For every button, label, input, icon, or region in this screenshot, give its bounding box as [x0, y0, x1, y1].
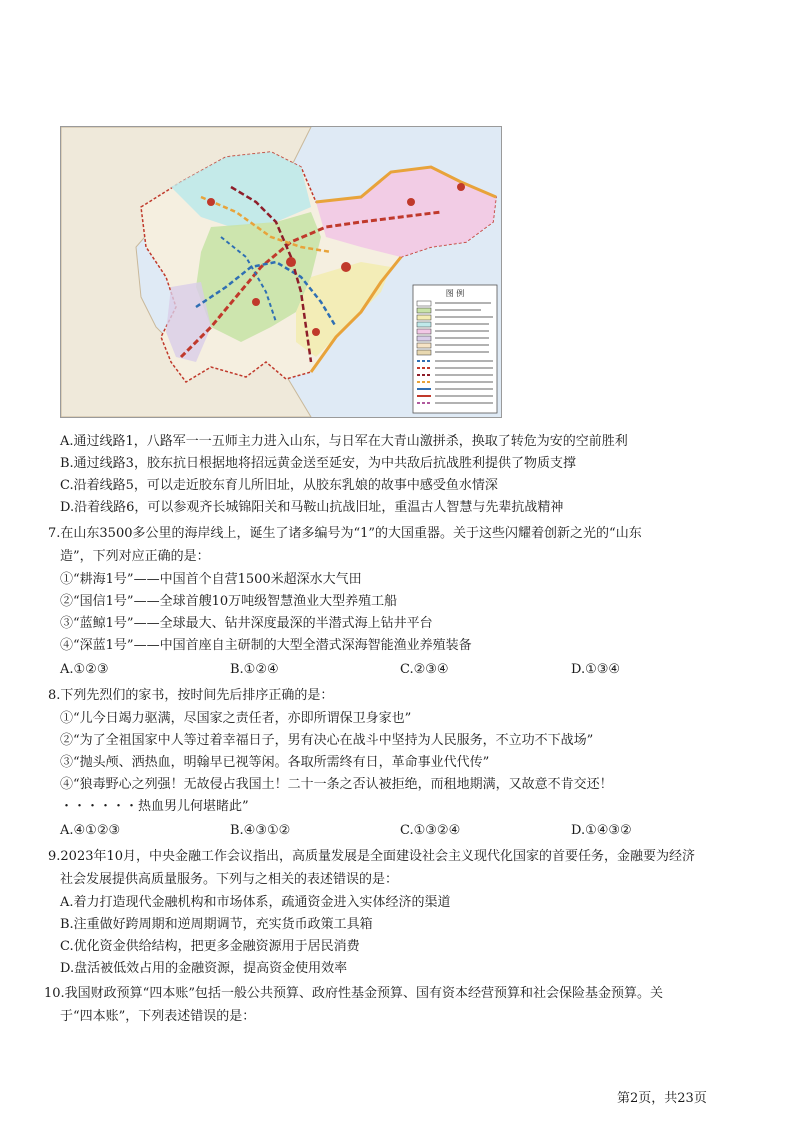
q7-stem-line2: 造”，下列对应正确的是： [60, 549, 210, 564]
q8-stem: 8.下列先烈们的家书，按时间先后排序正确的是： [48, 688, 334, 703]
city-dot [341, 262, 351, 272]
q6-option-d: D.沿着线路6，可以参观齐长城锦阳关和马鞍山抗战旧址，重温古人智慧与先辈抗战精神 [60, 500, 564, 515]
city-dot [457, 183, 465, 191]
q8-option-b: B.④③①② [230, 823, 291, 838]
q7-item-1: ①“耕海1号”——中国首个自营1500米超深水大气田 [60, 572, 362, 587]
q10-stem-line1: 10.我国财政预算“四本账”包括一般公共预算、政府性基金预算、国有资本经营预算和社会保险基金预算。关 [44, 986, 663, 1001]
q8-item-2: ②“为了全祖国家中人等过着幸福日子，男有决心在战斗中坚持为人民服务，不立功不下战场” [60, 733, 594, 748]
city-dot [207, 198, 215, 206]
city-dot [286, 257, 296, 267]
page-number: 第2页，共23页 [617, 1091, 707, 1106]
legend-title: 图 例 [445, 289, 465, 298]
q8-item-1: ①“儿今日竭力驱满，尽国家之责任者，亦即所谓保卫身家也” [60, 711, 412, 726]
map-graphic [61, 127, 501, 417]
q9-stem-line1: 9.2023年10月，中央金融工作会议指出，高质量发展是全面建设社会主义现代化国家的首要任务，金融要为经济 [48, 849, 696, 864]
q7-item-3: ③“蓝鲸1号”——全球最大、钻井深度最深的半潜式海上钻井平台 [60, 616, 433, 631]
q7-option-a: A.①②③ [60, 662, 109, 677]
q8-item-4: ④“狼毒野心之列强！无故侵占我国土！二十一条之否认被拒绝，而租地期满，又故意不肯交还！ [60, 777, 613, 792]
q9-option-a: A.着力打造现代金融机构和市场体系，疏通资金进入实体经济的渠道 [60, 895, 451, 910]
city-dot [407, 198, 415, 206]
city-dot [252, 298, 260, 306]
q7-stem-line1: 7.在山东3500多公里的海岸线上，诞生了诸多编号为“1”的大国重器。关于这些闪耀着创新之光的“山东 [48, 526, 642, 541]
q8-option-a: A.④①②③ [60, 823, 121, 838]
q9-option-c: C.优化资金供给结构，把更多金融资源用于居民消费 [60, 939, 360, 954]
q8-item-3: ③“抛头颅、洒热血，明翰早已视等闲。各取所需终有日，革命事业代代传” [60, 755, 490, 770]
q6-option-a: A.通过线路1，八路军一一五师主力进入山东，与日军在大青山激拼杀，换取了转危为安的空前胜利 [60, 434, 628, 449]
q6-option-b: B.通过线路3，胶东抗日根据地将招远黄金送至延安，为中共敌后抗战胜利提供了物质支撑 [60, 456, 576, 471]
q7-option-b: B.①②④ [230, 662, 279, 677]
q7-option-d: D.①③④ [571, 662, 621, 677]
q9-option-b: B.注重做好跨周期和逆周期调节，充实货币政策工具箱 [60, 917, 373, 932]
q7-option-c: C.②③④ [400, 662, 449, 677]
q9-option-d: D.盘活被低效占用的金融资源，提高资金使用效率 [60, 961, 348, 976]
q8-option-c: C.①③②④ [400, 823, 461, 838]
q9-stem-line2: 社会发展提供高质量服务。下列与之相关的表述错误的是： [60, 872, 399, 887]
q10-stem-line2: 于“四本账”，下列表述错误的是： [60, 1009, 256, 1024]
q8-option-d: D.①④③② [571, 823, 632, 838]
route-map [60, 126, 502, 418]
q8-item-4-cont: ・・・・・・热血男儿何堪睹此” [60, 799, 249, 814]
q7-item-2: ②“国信1号”——全球首艘10万吨级智慧渔业大型养殖工船 [60, 594, 398, 609]
city-dot [312, 328, 320, 336]
q6-option-c: C.沿着线路5，可以走近胶东育儿所旧址，从胶东乳娘的故事中感受鱼水情深 [60, 478, 498, 493]
q7-item-4: ④“深蓝1号”——中国首座自主研制的大型全潜式深海智能渔业养殖装备 [60, 638, 472, 653]
